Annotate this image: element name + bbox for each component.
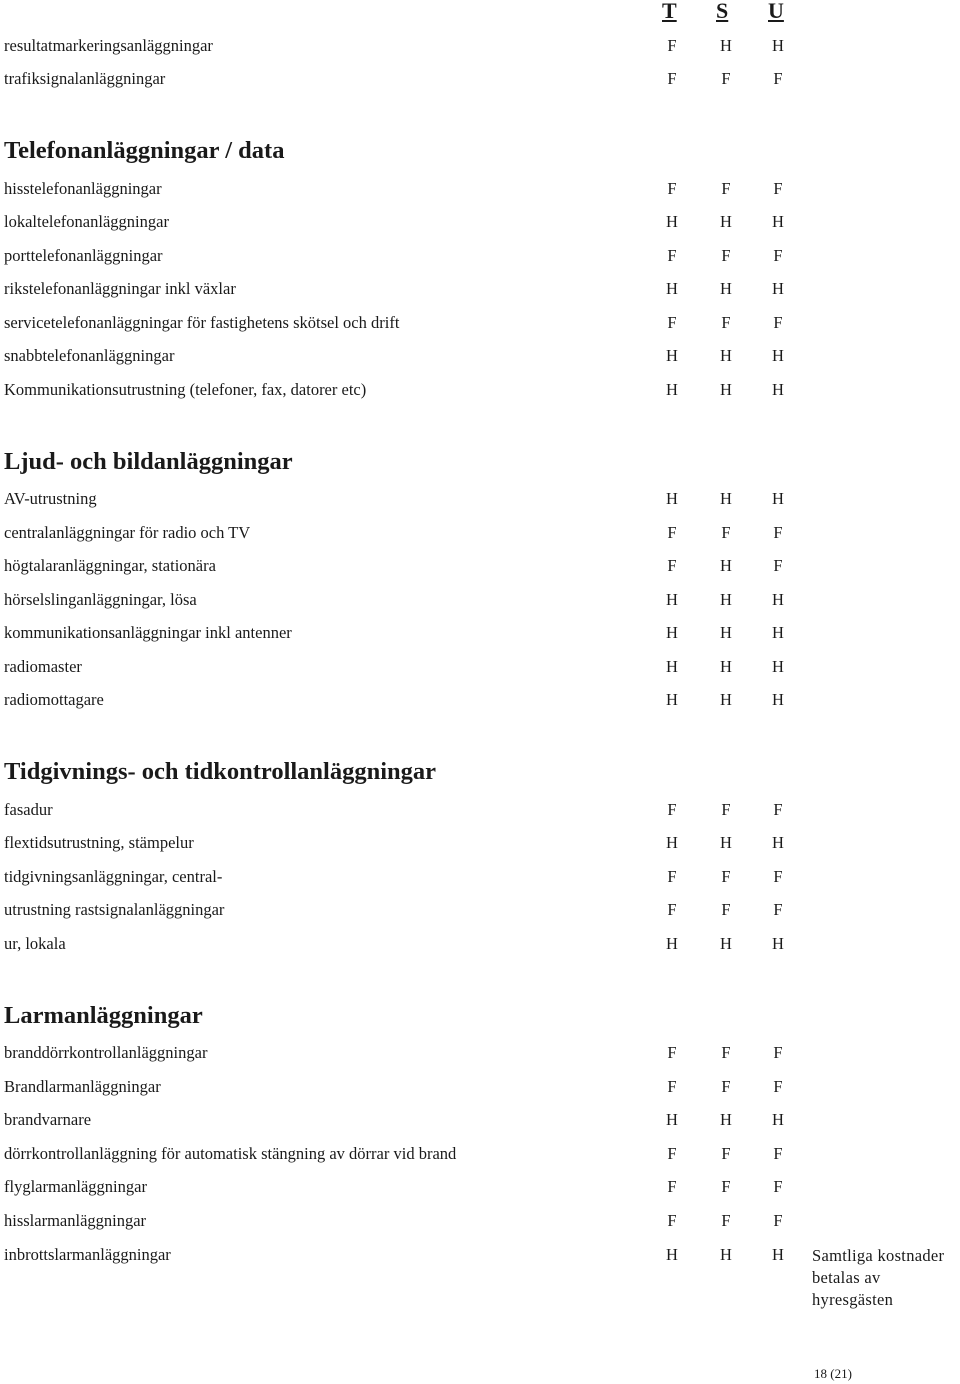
cell-t: F [667, 523, 677, 542]
cell-t: H [666, 590, 678, 609]
cell-u: F [773, 1077, 783, 1096]
row-label: tidgivningsanläggningar, central- [4, 867, 223, 886]
table-row [0, 690, 960, 720]
table-row [0, 489, 960, 519]
cell-u: H [772, 346, 784, 365]
cell-u: H [772, 690, 784, 709]
cell-u: F [773, 246, 783, 265]
row-label: kommunikationsanläggningar inkl antenner [4, 623, 292, 642]
row-label: inbrottslarmanläggningar [4, 1245, 171, 1264]
table-row [0, 346, 960, 376]
page-number: 18 (21) [814, 1366, 852, 1381]
table-row [0, 246, 960, 276]
cell-s: H [720, 833, 732, 852]
section-heading: Larmanläggningar [4, 1002, 203, 1029]
cell-s: F [721, 900, 731, 919]
row-label: radiomottagare [4, 690, 104, 709]
row-label: branddörrkontrollanläggningar [4, 1043, 208, 1062]
column-header-u: U [768, 0, 784, 23]
cell-u: H [772, 623, 784, 642]
section-heading: Telefonanläggningar / data [4, 137, 285, 164]
cell-t: H [666, 489, 678, 508]
cell-s: H [720, 934, 732, 953]
cell-t: H [666, 212, 678, 231]
cell-t: H [666, 346, 678, 365]
cost-note [812, 1245, 944, 1311]
cell-s: F [721, 1043, 731, 1062]
cell-s: F [721, 1144, 731, 1163]
cell-u: H [772, 590, 784, 609]
row-label: porttelefonanläggningar [4, 246, 163, 265]
row-label: servicetelefonanläggningar för fastighetens skötsel och drift [4, 313, 400, 332]
cell-t: H [666, 279, 678, 298]
row-label: hisstelefonanläggningar [4, 179, 162, 198]
cell-s: H [720, 1245, 732, 1264]
table-row [0, 867, 960, 897]
table-row [0, 313, 960, 343]
cell-t: F [667, 800, 677, 819]
cell-u: F [773, 1177, 783, 1196]
table-row [0, 69, 960, 99]
table-row [0, 833, 960, 863]
cell-t: F [667, 36, 677, 55]
cell-s: F [721, 867, 731, 886]
row-label: ur, lokala [4, 934, 66, 953]
cell-s: H [720, 346, 732, 365]
cell-s: H [720, 623, 732, 642]
cell-s: F [721, 69, 731, 88]
cell-u: F [773, 179, 783, 198]
cell-t: F [667, 1211, 677, 1230]
cell-s: H [720, 1110, 732, 1129]
cell-u: F [773, 1144, 783, 1163]
table-row [0, 1177, 960, 1207]
row-label: brandvarnare [4, 1110, 92, 1129]
cell-u: H [772, 36, 784, 55]
cell-s: H [720, 212, 732, 231]
cell-s: H [720, 279, 732, 298]
table-row [0, 1077, 960, 1107]
cell-t: H [666, 833, 678, 852]
table-row [0, 1144, 960, 1174]
table-row [0, 523, 960, 553]
cell-t: F [667, 313, 677, 332]
table-row [0, 934, 960, 964]
cell-t: H [666, 657, 678, 676]
row-label: lokaltelefonanläggningar [4, 212, 169, 231]
column-header-t: T [662, 0, 677, 23]
row-label: fasadur [4, 800, 53, 819]
cell-u: H [772, 657, 784, 676]
cell-u: F [773, 313, 783, 332]
row-label: resultatmarkeringsanläggningar [4, 36, 213, 55]
cost-note-line: betalas av [812, 1268, 881, 1287]
row-label: hörselslinganläggningar, lösa [4, 590, 197, 609]
row-label: hisslarmanläggningar [4, 1211, 147, 1230]
cell-u: F [773, 523, 783, 542]
section-heading: Ljud- och bildanläggningar [4, 448, 293, 475]
cell-u: H [772, 380, 784, 399]
cell-u: F [773, 69, 783, 88]
cell-u: F [773, 1043, 783, 1062]
row-label: flyglarmanläggningar [4, 1177, 147, 1196]
cell-s: F [721, 313, 731, 332]
row-label: snabbtelefonanläggningar [4, 346, 175, 365]
cell-t: F [667, 179, 677, 198]
cell-t: H [666, 690, 678, 709]
cell-u: H [772, 489, 784, 508]
cell-t: F [667, 1077, 677, 1096]
row-label: rikstelefonanläggningar inkl växlar [4, 279, 236, 298]
cell-u: F [773, 556, 783, 575]
cell-u: H [772, 833, 784, 852]
cell-s: F [721, 246, 731, 265]
cell-t: F [667, 867, 677, 886]
cell-t: H [666, 1245, 678, 1264]
row-label: trafiksignalanläggningar [4, 69, 166, 88]
table-row [0, 212, 960, 242]
cell-s: H [720, 489, 732, 508]
cell-u: F [773, 800, 783, 819]
cell-t: H [666, 1110, 678, 1129]
row-label: utrustning rastsignalanläggningar [4, 900, 225, 919]
cell-s: H [720, 380, 732, 399]
cell-u: F [773, 1211, 783, 1230]
table-row [0, 800, 960, 830]
row-label: Brandlarmanläggningar [4, 1077, 161, 1096]
cell-u: H [772, 279, 784, 298]
cell-t: F [667, 1144, 677, 1163]
cell-t: F [667, 69, 677, 88]
cell-s: F [721, 1177, 731, 1196]
table-row [0, 590, 960, 620]
cell-t: H [666, 380, 678, 399]
row-label: centralanläggningar för radio och TV [4, 523, 251, 542]
table-row [0, 623, 960, 653]
cost-note-line: hyresgästen [812, 1290, 894, 1309]
column-header-s: S [716, 0, 729, 23]
cell-t: F [667, 1177, 677, 1196]
table-row [0, 556, 960, 586]
cell-u: H [772, 1110, 784, 1129]
table-row [0, 279, 960, 309]
cell-s: F [721, 523, 731, 542]
table-row [0, 1211, 960, 1241]
cell-u: H [772, 1245, 784, 1264]
row-label: flextidsutrustning, stämpelur [4, 833, 194, 852]
cell-s: H [720, 590, 732, 609]
cell-s: F [721, 800, 731, 819]
row-label: radiomaster [4, 657, 82, 676]
cell-u: F [773, 867, 783, 886]
cell-s: H [720, 36, 732, 55]
cell-t: F [667, 900, 677, 919]
cell-u: H [772, 934, 784, 953]
table-row [0, 900, 960, 930]
cell-t: F [667, 1043, 677, 1062]
cell-u: H [772, 212, 784, 231]
cell-t: F [667, 556, 677, 575]
cell-t: H [666, 623, 678, 642]
cell-s: F [721, 1077, 731, 1096]
cell-u: F [773, 900, 783, 919]
cell-s: H [720, 690, 732, 709]
cell-s: F [721, 179, 731, 198]
table-row [0, 1110, 960, 1140]
table-row [0, 36, 960, 66]
cell-t: F [667, 246, 677, 265]
cell-s: H [720, 556, 732, 575]
cost-note-line: Samtliga kostnader [812, 1246, 945, 1265]
section-heading: Tidgivnings- och tidkontrollanläggningar [4, 758, 437, 785]
table-row [0, 1043, 960, 1073]
table-row [0, 380, 960, 410]
cell-t: H [666, 934, 678, 953]
row-label: AV-utrustning [4, 489, 97, 508]
row-label: dörrkontrollanläggning för automatisk stängning av dörrar vid brand [4, 1144, 457, 1163]
cell-s: H [720, 657, 732, 676]
table-row [0, 179, 960, 209]
cell-s: F [721, 1211, 731, 1230]
row-label: Kommunikationsutrustning (telefoner, fax, datorer etc) [4, 380, 367, 399]
row-label: högtalaranläggningar, stationära [4, 556, 216, 575]
table-row [0, 657, 960, 687]
